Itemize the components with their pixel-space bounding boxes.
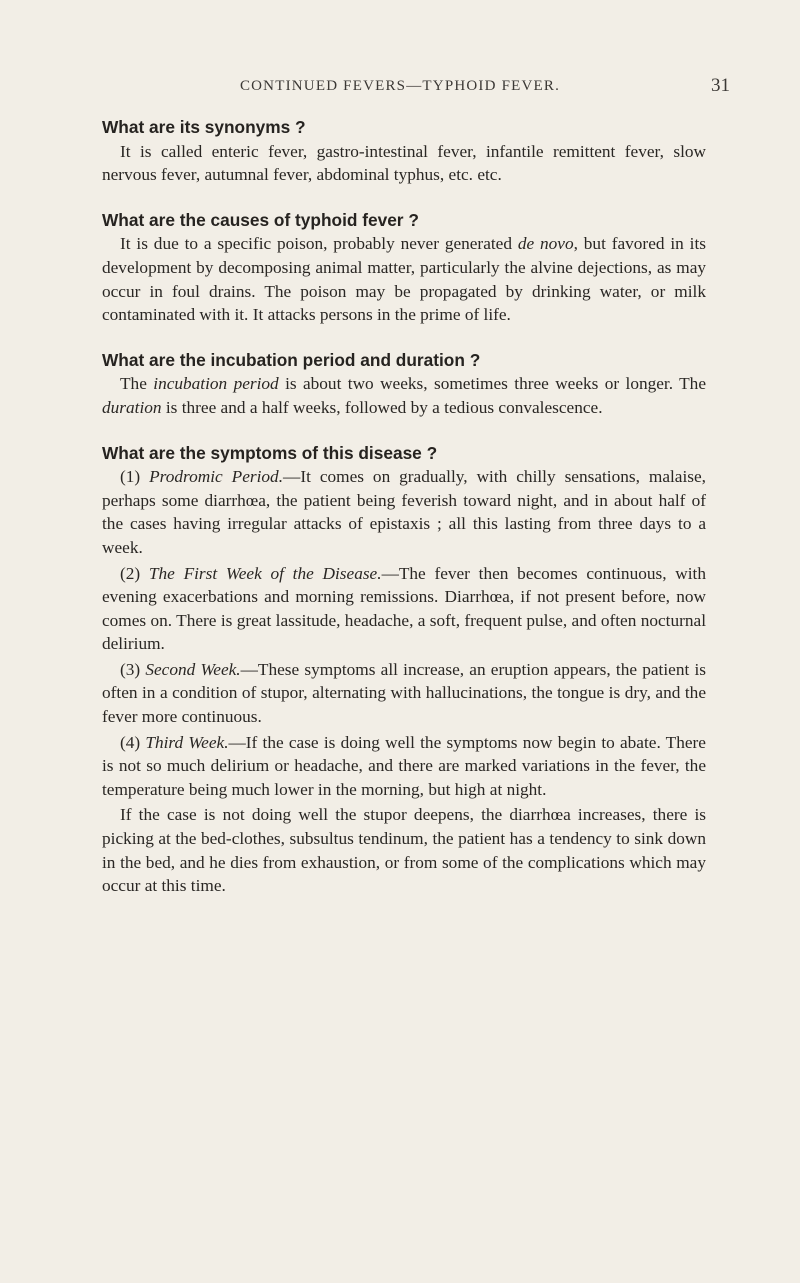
question-heading: What are the incubation period and duration ? (102, 349, 481, 370)
stage-text: —If the case is doing well the symptoms now begin to abate. There is not so much delirium or headache, and there are marked variations in the fever, the temperature being much lower in the morning, but high at night. (102, 732, 706, 799)
symptom-stage (102, 658, 706, 729)
answer-text: is three and a half weeks, followed by a tedious convalescence. (161, 397, 603, 417)
stage-text: —These symptoms all increase, an eruption appears, the patient is often in a condition of stupor, alternating with hallucinations, the tongue is dry, and the fever more continuous. (102, 659, 706, 727)
stage-number: (4) (120, 732, 146, 752)
stage-text: —It comes on gradually, with chilly sensations, malaise, perhaps some diarrhœa, the patient being feverish toward night, and in about half of the cases having irregular attacks of epistaxis ; all this lasting from three days to a week. (102, 467, 706, 557)
section-causes (102, 209, 706, 327)
stage-heading: Second Week. (145, 659, 241, 679)
answer-text: The (120, 374, 154, 394)
running-title: CONTINUED FEVERS—TYPHOID FEVER. (239, 78, 561, 94)
question-heading: What are the causes of typhoid fever ? (102, 209, 419, 230)
stage-text: —The fever then becomes continuous, with evening exacerbations and morning remissions. Diarrhœa, if not present before, now comes on. There is great lassitude, headache, a soft, frequent pulse, and often nocturnal delirium. (102, 563, 707, 654)
page-number: 31 (711, 75, 730, 96)
answer-paragraph: It is called enteric fever, gastro-intestinal fever, infantile remittent fever, slow nervous fever, autumnal fever, abdominal typhus, etc. etc. (102, 141, 706, 185)
section-symptoms (102, 442, 706, 898)
stage-heading: The First Week of the Disease. (148, 563, 382, 583)
stage-number: (3) (120, 659, 146, 679)
symptom-stage (102, 731, 706, 802)
stage-heading: Prodromic Period. (149, 467, 284, 487)
latin-term: de novo (517, 234, 574, 254)
term-incubation-period: incubation period (153, 374, 279, 394)
answer-paragraph (102, 232, 706, 326)
section-synonyms (102, 116, 706, 187)
symptom-stage (102, 465, 706, 559)
answer-text: , but favored in its development by decomposing animal matter, particularly the alvine dejections, as may occur in foul drains. The poison may be propagated by drinking water, or milk contaminated with it. It attacks persons in the prime of life. (102, 234, 706, 325)
symptom-stage (102, 562, 706, 656)
stage-heading: Third Week. (145, 732, 229, 752)
answer-text: It is due to a specific poison, probably never generated (120, 234, 518, 254)
answer-text: is about two weeks, sometimes three weeks or longer. The (278, 374, 706, 394)
closing-paragraph: If the case is not doing well the stupor deepens, the diarrhœa increases, there is picking at the bed-clothes, subsultus tendinum, the patient has a tendency to sink down in the bed, and he dies from exhaustion, or from some of the complications which may occur at this time. (102, 805, 706, 896)
question-heading: What are the symptoms of this disease ? (102, 442, 438, 463)
page-body (102, 116, 706, 898)
section-incubation (102, 349, 706, 420)
answer-paragraph (102, 372, 706, 419)
stage-number: (1) (120, 467, 150, 487)
question-heading: What are its synonyms ? (102, 117, 306, 137)
stage-number: (2) (120, 563, 149, 583)
running-head (0, 75, 800, 104)
term-duration: duration (102, 397, 162, 417)
